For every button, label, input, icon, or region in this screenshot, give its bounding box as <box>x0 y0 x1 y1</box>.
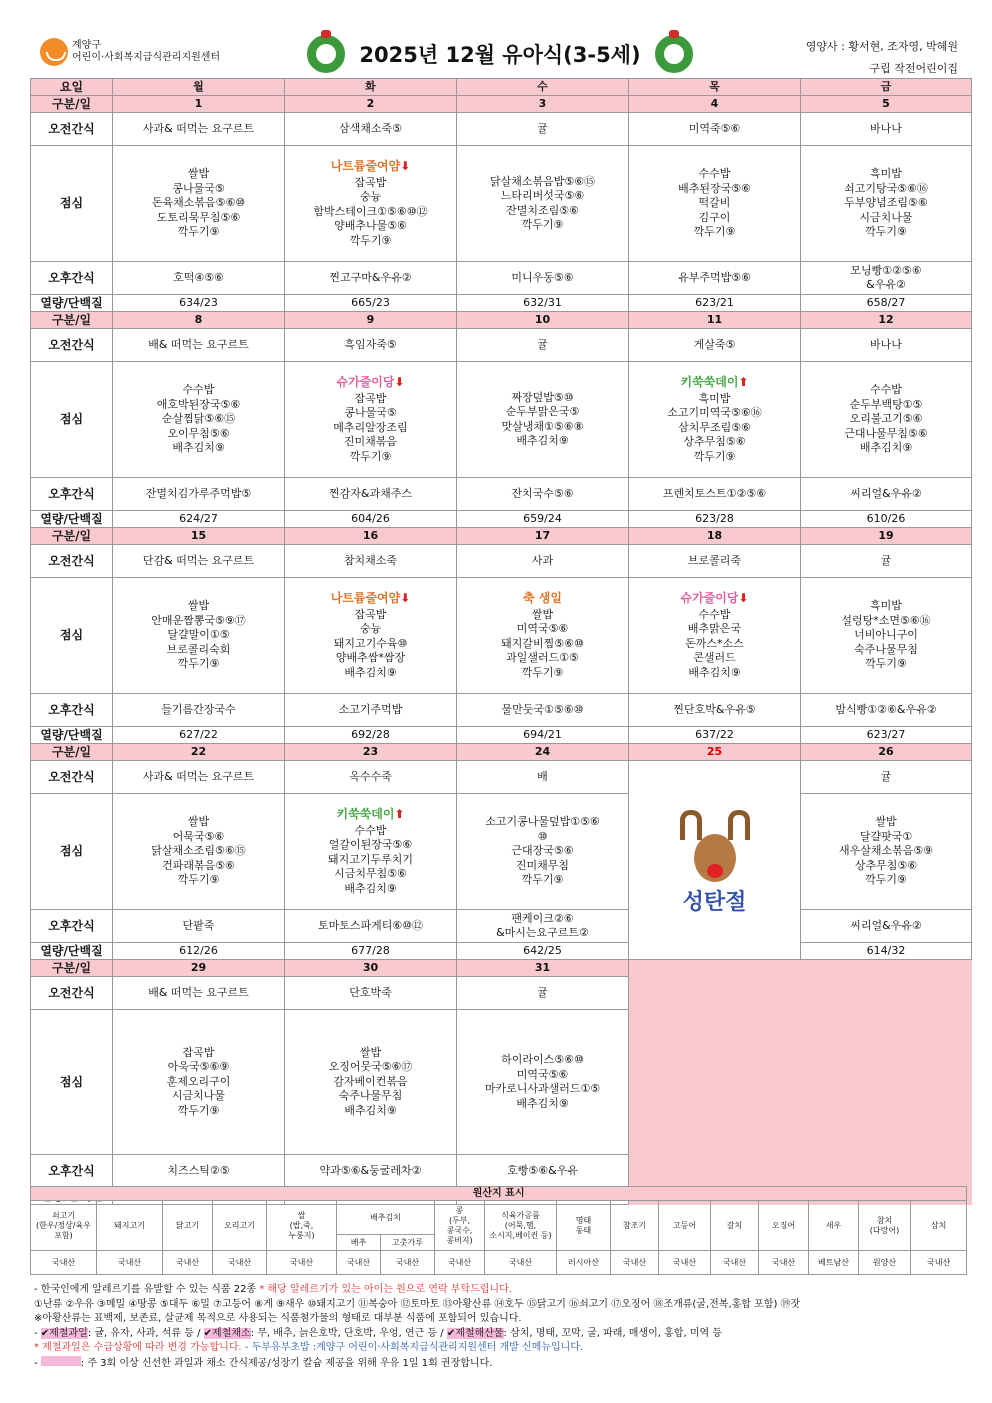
origin-header: 새우 <box>809 1201 859 1251</box>
wreath-right-icon <box>655 35 693 73</box>
origin-value: 국내산 <box>267 1251 337 1275</box>
lunch-menu <box>285 362 457 478</box>
lunch-items: 쌀밥 어묵국⑤⑥ 닭살채소조림⑤⑥⑮ 건파래볶음⑤⑥ 깍두기⑨ <box>151 815 246 887</box>
reindeer-icon <box>680 810 750 890</box>
calorie-label: 열량/단백질 <box>31 511 113 528</box>
badge-height: 키쑥쑥데이⬆ <box>680 375 749 389</box>
calorie-label: 열량/단백질 <box>31 943 113 960</box>
highlight-swatch <box>41 1356 81 1366</box>
allergy-intro: - 한국인에게 알레르기를 유발할 수 있는 식품 22종 <box>34 1284 257 1295</box>
lunch-menu <box>801 794 972 910</box>
origin-header: 쌀 (밥,죽, 누룽지) <box>267 1201 337 1251</box>
day-number: 23 <box>285 744 457 761</box>
origin-value: 국내산 <box>97 1251 163 1275</box>
lunch-menu <box>113 1010 285 1155</box>
origin-value: 국내산 <box>337 1251 381 1275</box>
lunch-label: 점심 <box>31 1010 113 1155</box>
page-header <box>0 0 992 78</box>
am-snack-label: 오전간식 <box>31 329 113 362</box>
pm-snack: 호빵⑤⑥&우유 <box>457 1155 629 1188</box>
pm-snack: 잔멸치김가루주먹밥⑤ <box>113 478 285 511</box>
day-number: 15 <box>113 528 285 545</box>
origin-header: 명태 동태 <box>557 1201 611 1251</box>
page-title: 2025년 12월 유아식(3-5세) <box>359 43 641 67</box>
origin-value: 국내산 <box>163 1251 213 1275</box>
am-snack: 사과& 떠먹는 요구르트 <box>113 761 285 794</box>
day-number: 11 <box>629 312 801 329</box>
lunch-menu <box>285 146 457 262</box>
pm-snack: 약과⑤⑥&둥굴레차② <box>285 1155 457 1188</box>
allergy-list: ①난류 ②우유 ③메밀 ④땅콩 ⑤대두 ⑥밀 ⑦고등어 ⑧게 ⑨새우 ⑩돼지고기 ⑪복숭아 ⑫토마토 ⑬아황산류 ⑭호두 ⑮닭고기 ⑯쇠고기 ⑰오징어 ⑱조개류(굴,전복,홍합 포함) ⑲잣 <box>34 1298 801 1310</box>
gubun-label: 구분/일 <box>31 96 113 113</box>
origin-value: 국내산 <box>435 1251 485 1275</box>
day-number: 8 <box>113 312 285 329</box>
calorie-protein: 632/31 <box>457 295 629 312</box>
lunch-menu <box>457 362 629 478</box>
day-number: 1 <box>113 96 285 113</box>
origin-title: 원산지 표시 <box>31 1187 967 1201</box>
origin-value: 원양산 <box>859 1251 911 1275</box>
am-snack: 바나나 <box>801 329 972 362</box>
season-fruit: : 귤, 유자, 사과, 석류 등 / <box>87 1327 201 1339</box>
lunch-label: 점심 <box>31 578 113 694</box>
day-number: 31 <box>457 960 629 977</box>
lunch-label: 점심 <box>31 794 113 910</box>
center-logo <box>40 38 220 66</box>
day-number: 4 <box>629 96 801 113</box>
day-number: 18 <box>629 528 801 545</box>
lunch-items: 닭살채소볶음밥⑤⑥⑮ 느타리버섯국⑤⑥ 잔멸치조림⑤⑥ 깍두기⑨ <box>489 174 596 231</box>
calorie-protein: 623/21 <box>629 295 801 312</box>
origin-value: 국내산 <box>485 1251 557 1275</box>
smile-logo-icon <box>40 38 68 66</box>
calorie-label: 열량/단백질 <box>31 727 113 744</box>
new-menu-note: - 두부유부초밥 :계양구 어린이·사회복지급식관리지원센터 개발 신메뉴입니다. <box>244 1342 584 1353</box>
am-snack: 귤 <box>457 329 629 362</box>
calorie-protein: 634/23 <box>113 295 285 312</box>
arrow-icon: ⬆ <box>394 807 405 821</box>
calorie-protein: 627/22 <box>113 727 285 744</box>
calorie-protein: 610/26 <box>801 511 972 528</box>
am-snack: 삼색채소죽⑤ <box>285 113 457 146</box>
origin-header: 오징어 <box>759 1201 809 1251</box>
origin-value: 국내산 <box>711 1251 759 1275</box>
fruit-change-note: * 제철과일은 수급상황에 따라 변경 가능합니다. <box>34 1342 242 1353</box>
pm-snack: 씨리얼&우유② <box>801 910 972 943</box>
gubun-label: 구분/일 <box>31 744 113 761</box>
calorie-protein: 612/26 <box>113 943 285 960</box>
pm-snack: 찐단호박&우유⑤ <box>629 694 801 727</box>
kimchi-sub: 배추 <box>337 1235 381 1251</box>
menu-table <box>30 78 972 1205</box>
season-veg: : 무, 배추, 늙은호박, 단호박, 우엉, 연근 등 / <box>250 1327 444 1339</box>
lunch-items: 소고기콩나물덮밥①⑤⑥ ⑩ 근대장국⑤⑥ 진미채무침 깍두기⑨ <box>485 815 600 887</box>
badge-height: 키쑥쑥데이⬆ <box>336 807 405 821</box>
pm-snack: 밤식빵①②⑥&우유② <box>801 694 972 727</box>
calorie-protein: 692/28 <box>285 727 457 744</box>
pm-snack: 찐감자&과채주스 <box>285 478 457 511</box>
badge-sugar: 슈가줄이당⬇ <box>680 591 749 605</box>
lunch-items: 짜장덮밥⑤⑩ 순두부맑은국⑤ 맛살냉채①⑤⑥⑧ 배추김치⑨ <box>501 390 584 447</box>
am-snack-label: 오전간식 <box>31 761 113 794</box>
pm-snack: 찐고구마&우유② <box>285 262 457 295</box>
lunch-items: 잡곡밥 아욱국⑤⑥⑨ 훈제오리구이 시금치나물 깍두기⑨ <box>166 1045 231 1117</box>
lunch-menu <box>457 1010 629 1155</box>
am-snack: 미역죽⑤⑥ <box>629 113 801 146</box>
am-snack: 귤 <box>457 113 629 146</box>
origin-value: 국내산 <box>381 1251 435 1275</box>
am-snack: 사과 <box>457 545 629 578</box>
season-sea-label: ✔제철해산물 <box>446 1327 504 1339</box>
origin-header: 고등어 <box>659 1201 711 1251</box>
calorie-protein: 659/24 <box>457 511 629 528</box>
am-snack: 귤 <box>457 977 629 1010</box>
origin-value: 국내산 <box>911 1251 967 1275</box>
lunch-menu <box>285 578 457 694</box>
pm-snack: 잔치국수⑤⑥ <box>457 478 629 511</box>
origin-value: 국내산 <box>759 1251 809 1275</box>
lunch-items: 쌀밥 오징어뭇국⑤⑥⑰ 감자베이컨볶음 숙주나물무침 배추김치⑨ <box>328 1045 413 1117</box>
origin-value: 베트남산 <box>809 1251 859 1275</box>
lunch-items: 수수밥 배추맑은국 돈까스*소스 콘샐러드 배추김치⑨ <box>685 607 744 679</box>
calorie-protein: 637/22 <box>629 727 801 744</box>
calorie-protein: 658/27 <box>801 295 972 312</box>
lunch-items: 수수밥 얼갈이된장국⑤⑥ 돼지고기두루치기 시금치무침⑤⑥ 배추김치⑨ <box>327 823 413 895</box>
am-snack: 참치채소죽 <box>285 545 457 578</box>
gubun-label: 구분/일 <box>31 960 113 977</box>
am-snack: 바나나 <box>801 113 972 146</box>
origin-table <box>30 1186 967 1275</box>
origin-value: 국내산 <box>659 1251 711 1275</box>
origin-header: 콩 (두부, 콩국수, 콩비지) <box>435 1201 485 1251</box>
badge-sodium: 나트륨줄여얌⬇ <box>330 591 411 605</box>
day-number: 29 <box>113 960 285 977</box>
lunch-items: 수수밥 애호박된장국⑤⑥ 순살찜닭⑤⑥⑮ 오이무침⑤⑥ 배추김치⑨ <box>156 383 241 455</box>
lunch-items: 수수밥 순두부백탕①⑤ 오리불고기⑤⑥ 근대나물무침⑤⑥ 배추김치⑨ <box>844 383 928 455</box>
lunch-menu <box>113 146 285 262</box>
lunch-menu <box>285 794 457 910</box>
pm-snack-label: 오후간식 <box>31 910 113 943</box>
am-snack: 브로콜리죽 <box>629 545 801 578</box>
lunch-menu <box>113 794 285 910</box>
am-snack: 배& 떠먹는 요구르트 <box>113 977 285 1010</box>
origin-header: 삼치 <box>911 1201 967 1251</box>
lunch-menu <box>801 362 972 478</box>
origin-header: 참조기 <box>611 1201 659 1251</box>
pm-snack: 프렌치토스트①②⑤⑥ <box>629 478 801 511</box>
day-number: 16 <box>285 528 457 545</box>
pm-snack: 소고기주먹밥 <box>285 694 457 727</box>
lunch-items: 잡곡밥 콩나물국⑤ 메추리알장조림 진미채볶음 깍두기⑨ <box>333 391 408 463</box>
am-snack: 단호박죽 <box>285 977 457 1010</box>
am-snack: 게살죽⑤ <box>629 329 801 362</box>
calorie-protein: 623/28 <box>629 511 801 528</box>
badge-sugar: 슈가줄이당⬇ <box>336 375 405 389</box>
weekday-4: 금 <box>801 79 972 96</box>
lunch-menu <box>457 578 629 694</box>
origin-value: 국내산 <box>31 1251 97 1275</box>
lunch-menu <box>801 146 972 262</box>
lunch-items: 잡곡밥 숭늉 함박스테이크①⑤⑥⑩⑫ 양배추나물⑤⑥ 깍두기⑨ <box>313 175 428 247</box>
pm-snack-label: 오후간식 <box>31 478 113 511</box>
weekday-label: 요일 <box>31 79 113 96</box>
pm-snack: 호떡④⑤⑥ <box>113 262 285 295</box>
sulfite-note: ※아황산류는 표백제, 보존료, 살균제 목적으로 사용되는 식품첨가물의 형태로 대부분 식품에 포함되어 있습니다. <box>34 1313 522 1324</box>
lunch-menu <box>113 362 285 478</box>
kimchi-sub: 고춧가루 <box>381 1235 435 1251</box>
calorie-protein: 624/27 <box>113 511 285 528</box>
day-number: 10 <box>457 312 629 329</box>
calcium-note: : 주 3회 이상 신선한 과일과 채소 간식제공/성장기 칼슘 제공을 위해 우유 1일 1회 권장합니다. <box>80 1357 493 1369</box>
badge-sodium: 나트륨줄여얌⬇ <box>330 159 411 173</box>
lunch-items: 잡곡밥 숭늉 돼지고기수육⑩ 양배추쌈*쌈장 배추김치⑨ <box>333 607 408 679</box>
lunch-items: 쌀밥 미역국⑤⑥ 돼지갈비찜⑤⑥⑩ 과일샐러드①⑤ 깍두기⑨ <box>501 607 584 679</box>
origin-header: 식육가공품 (어묵,햄, 소시지,베이컨 등) <box>485 1201 557 1251</box>
lunch-label: 점심 <box>31 362 113 478</box>
day-number: 22 <box>113 744 285 761</box>
am-snack: 배 <box>457 761 629 794</box>
day-number: 9 <box>285 312 457 329</box>
pm-snack: 단팥죽 <box>113 910 285 943</box>
day-number: 19 <box>801 528 972 545</box>
pm-snack: 미니우동⑤⑥ <box>457 262 629 295</box>
pm-snack: 치즈스틱②⑤ <box>113 1155 285 1188</box>
nutritionists: 영양사 : 황서현, 조자영, 박혜원 <box>805 40 958 53</box>
calorie-protein: 614/32 <box>801 943 972 960</box>
lunch-menu <box>457 146 629 262</box>
origin-value: 국내산 <box>213 1251 267 1275</box>
notes: - 한국인에게 알레르기를 유발할 수 있는 식품 22종 * 해당 알레르기가 있는 아이는 원으로 연락 부탁드립니다. ①난류 ②우유 ③메밀 ④땅콩 ⑤대두 ⑥밀 ⑦고등어 ⑧게 ⑨새우 ⑩돼지고기 ⑪복숭아 ⑫토마토 ⑬아황산류 ⑭호두 ⑮닭고기 ⑯쇠고기 ⑰오징어 ⑱조개류(굴,전복,홍합 포함) ⑲잣 ※아황산류는 표백제, 보존료, 살균제 목적으로 사용되는 식품첨가물의 형태로 대부분 식품에 포함되어 있습니다. - ✔제철과일: 귤, 유자, 사과, 석류 등 / ✔제철채소: 무, 배추, 늙은호박, 단호박, 우엉, 연근 등 / ✔제철해산물: 삼치, 명태, 꼬막, 굴, 파래, 매생이, 홍합, 미역 등 * 제철과일은 수급상황에 따라 변경 가능합니다. - 두부유부초밥 :계양구 어린이·사회복지급식관리지원센터 개발 신메뉴입니다. - : 주 3회 이상 신선한 과일과 채소 간식제공/성장기 칼슘 제공을 위해 우유 1일 1회 권장합니다. <box>34 1283 964 1371</box>
pm-snack-label: 오후간식 <box>31 694 113 727</box>
am-snack: 단감& 떠먹는 요구르트 <box>113 545 285 578</box>
pm-snack: 들기름간장국수 <box>113 694 285 727</box>
pm-snack: 씨리얼&우유② <box>801 478 972 511</box>
weekday-1: 화 <box>285 79 457 96</box>
center-name: 구립 작전어린이집 <box>869 62 958 75</box>
season-sea: : 삼치, 명태, 꼬막, 굴, 파래, 매생이, 홍합, 미역 등 <box>503 1327 722 1339</box>
org-line1: 계양구 <box>72 40 101 51</box>
calorie-protein: 677/28 <box>285 943 457 960</box>
lunch-menu <box>457 794 629 910</box>
calorie-protein: 694/21 <box>457 727 629 744</box>
pm-snack-label: 오후간식 <box>31 1155 113 1188</box>
origin-header: 오리고기 <box>213 1201 267 1251</box>
wreath-left-icon <box>307 35 345 73</box>
am-snack: 옥수수죽 <box>285 761 457 794</box>
arrow-icon: ⬇ <box>738 591 749 605</box>
lunch-menu <box>113 578 285 694</box>
day-number: 26 <box>801 744 972 761</box>
gubun-label: 구분/일 <box>31 528 113 545</box>
weekday-0: 월 <box>113 79 285 96</box>
pm-snack: 팬케이크②⑥ &마시는요구르트② <box>457 910 629 943</box>
calorie-label: 열량/단백질 <box>31 295 113 312</box>
day-number: 2 <box>285 96 457 113</box>
origin-header: 쇠고기 (한우/정상/육우 포함) <box>31 1201 97 1251</box>
am-snack: 귤 <box>801 545 972 578</box>
day-number: 30 <box>285 960 457 977</box>
lunch-items: 쌀밥 콩나물국⑤ 돈육채소볶음⑤⑥⑩ 도토리묵무침⑤⑥ 깍두기⑨ <box>151 167 246 239</box>
origin-header: 참치 (다랑어) <box>859 1201 911 1251</box>
lunch-label: 점심 <box>31 146 113 262</box>
day-number: 24 <box>457 744 629 761</box>
am-snack-label: 오전간식 <box>31 113 113 146</box>
holiday-cell <box>629 761 801 960</box>
lunch-items: 흑미밥 설렁탕*소면⑤⑥⑯ 너비아니구이 숙주나물무침 깍두기⑨ <box>841 599 931 671</box>
am-snack: 배& 떠먹는 요구르트 <box>113 329 285 362</box>
calorie-protein: 642/25 <box>457 943 629 960</box>
am-snack: 귤 <box>801 761 972 794</box>
origin-header: 돼지고기 <box>97 1201 163 1251</box>
arrow-icon: ⬆ <box>738 375 749 389</box>
day-number: 25 <box>629 744 801 761</box>
lunch-menu <box>801 578 972 694</box>
lunch-menu <box>629 146 801 262</box>
season-veg-label: ✔제철채소 <box>203 1327 251 1339</box>
org-line2: 어린이·사회복지급식관리지원센터 <box>72 52 221 63</box>
lunch-menu <box>285 1010 457 1155</box>
arrow-icon: ⬇ <box>400 591 411 605</box>
pm-snack: 물만둣국①⑤⑥⑩ <box>457 694 629 727</box>
origin-header: 닭고기 <box>163 1201 213 1251</box>
holiday-title: 성탄절 <box>682 889 747 915</box>
lunch-items: 하이라이스⑤⑥⑩ 미역국⑤⑥ 마카로니사과샐러드①⑤ 배추김치⑨ <box>484 1053 601 1110</box>
day-number: 17 <box>457 528 629 545</box>
pm-snack: 모닝빵①②⑤⑥ &우유② <box>801 262 972 295</box>
lunch-menu <box>629 578 801 694</box>
pm-snack: 토마토스파게티⑥⑩⑫ <box>285 910 457 943</box>
day-number: 12 <box>801 312 972 329</box>
weekday-3: 목 <box>629 79 801 96</box>
lunch-items: 쌀밥 안매운짬뽕국⑤⑨⑰ 달걀말이①⑤ 브로콜리숙회 깍두기⑨ <box>151 599 246 671</box>
lunch-items: 수수밥 배추된장국⑤⑥ 떡갈비 김구이 깍두기⑨ <box>678 167 751 239</box>
am-snack-label: 오전간식 <box>31 977 113 1010</box>
am-snack: 흑임자죽⑤ <box>285 329 457 362</box>
origin-header: 배추김치 <box>337 1201 435 1235</box>
lunch-items: 쌀밥 달걀팟국① 새우살채소볶음⑤⑨ 상추무침⑤⑥ 깍두기⑨ <box>838 815 934 887</box>
arrow-icon: ⬇ <box>394 375 405 389</box>
pm-snack: 유부주먹밥⑤⑥ <box>629 262 801 295</box>
pm-snack-label: 오후간식 <box>31 262 113 295</box>
day-number: 5 <box>801 96 972 113</box>
origin-value: 국내산 <box>611 1251 659 1275</box>
calorie-protein: 604/26 <box>285 511 457 528</box>
lunch-items: 흑미밥 쇠고기탕국⑤⑥⑯ 두부양념조림⑤⑥ 시금치나물 깍두기⑨ <box>844 167 928 239</box>
calorie-protein: 623/27 <box>801 727 972 744</box>
day-number: 3 <box>457 96 629 113</box>
allergy-contact: * 해당 알레르기가 있는 아이는 원으로 연락 부탁드립니다. <box>259 1284 512 1295</box>
calorie-protein: 665/23 <box>285 295 457 312</box>
am-snack: 사과& 떠먹는 요구르트 <box>113 113 285 146</box>
origin-value: 러시아산 <box>557 1251 611 1275</box>
arrow-icon: ⬇ <box>400 159 411 173</box>
lunch-items: 흑미밥 소고기미역국⑤⑥⑯ 삼치무조림⑤⑥ 상추무침⑤⑥ 깍두기⑨ <box>667 391 762 463</box>
am-snack-label: 오전간식 <box>31 545 113 578</box>
blank-area <box>629 960 972 1205</box>
badge-birthday: 축 생일 <box>523 591 562 605</box>
weekday-2: 수 <box>457 79 629 96</box>
season-fruit-label: ✔제철과일 <box>40 1327 88 1339</box>
lunch-menu <box>629 362 801 478</box>
gubun-label: 구분/일 <box>31 312 113 329</box>
origin-header: 갈치 <box>711 1201 759 1251</box>
